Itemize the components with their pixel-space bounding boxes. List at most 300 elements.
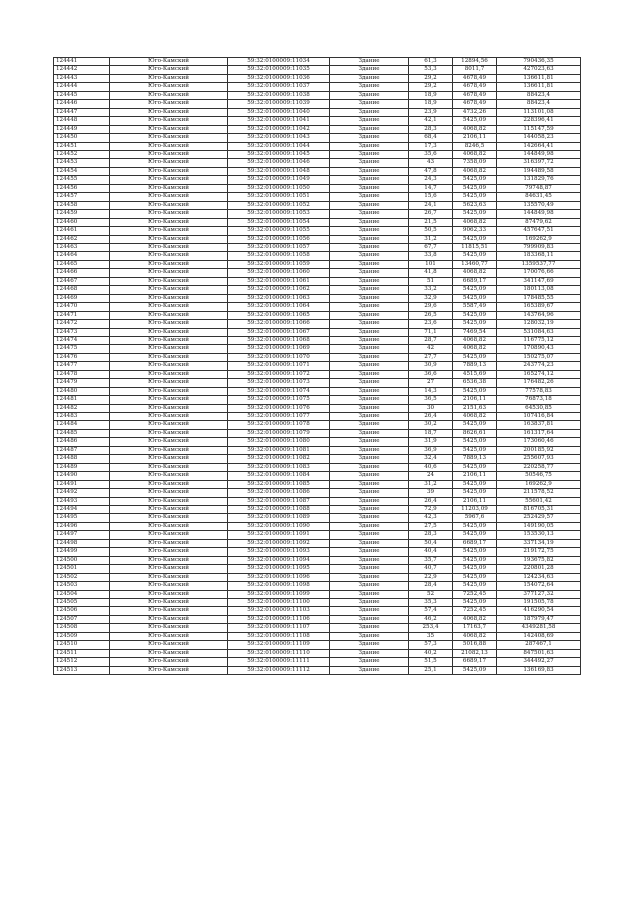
table-row <box>54 480 581 488</box>
cell-district: Юго-Камский <box>110 480 228 488</box>
cell-unit-value: 5425,09 <box>453 463 497 471</box>
cell-object-type: Здание <box>330 311 409 319</box>
cell-area: 51 <box>409 277 453 285</box>
cell-area: 18,7 <box>409 429 453 437</box>
cell-cadastral-number: 59:32:0100009:11099 <box>228 590 330 598</box>
cell-unit-value: 5425,09 <box>453 480 497 488</box>
cell-cadastral-number: 59:32:0100009:11086 <box>228 489 330 497</box>
cell-area: 41,8 <box>409 269 453 277</box>
table-row <box>54 218 581 226</box>
cell-district: Юго-Камский <box>110 396 228 404</box>
cell-area: 32,4 <box>409 455 453 463</box>
cell-row-number: 124476 <box>54 353 110 361</box>
cell-cadastral-number: 59:32:0100009:11046 <box>228 159 330 167</box>
cell-row-number: 124508 <box>54 624 110 632</box>
cell-cadastral-number: 59:32:0100009:11059 <box>228 260 330 268</box>
cell-area: 72,9 <box>409 506 453 514</box>
cell-area: 30,2 <box>409 421 453 429</box>
table-row <box>54 632 581 640</box>
table-row <box>54 252 581 260</box>
cell-object-type: Здание <box>330 548 409 556</box>
table-row <box>54 463 581 471</box>
cell-row-number: 124473 <box>54 328 110 336</box>
cell-row-number: 124468 <box>54 286 110 294</box>
cell-area: 35,3 <box>409 599 453 607</box>
cell-area: 27 <box>409 379 453 387</box>
cell-object-type: Здание <box>330 582 409 590</box>
cell-row-number: 124456 <box>54 184 110 192</box>
cell-cadastral-number: 59:32:0100009:11077 <box>228 413 330 421</box>
cell-district: Юго-Камский <box>110 142 228 150</box>
cell-district: Юго-Камский <box>110 565 228 573</box>
cell-district: Юго-Камский <box>110 658 228 666</box>
cell-district: Юго-Камский <box>110 117 228 125</box>
cell-cadastral-value: 144849,98 <box>497 150 581 158</box>
cell-cadastral-value: 55601,42 <box>497 497 581 505</box>
cell-cadastral-number: 59:32:0100009:11070 <box>228 353 330 361</box>
cell-cadastral-value: 799909,83 <box>497 243 581 251</box>
cell-cadastral-number: 59:32:0100009:11039 <box>228 100 330 108</box>
cell-unit-value: 8011,7 <box>453 66 497 74</box>
cell-cadastral-value: 847501,63 <box>497 649 581 657</box>
cell-district: Юго-Камский <box>110 379 228 387</box>
cell-cadastral-number: 59:32:0100009:11066 <box>228 320 330 328</box>
table-row <box>54 142 581 150</box>
cell-area: 68,4 <box>409 134 453 142</box>
table-row <box>54 277 581 285</box>
cell-cadastral-number: 59:32:0100009:11034 <box>228 58 330 66</box>
cell-unit-value: 5425,09 <box>453 438 497 446</box>
cell-cadastral-value: 88423,4 <box>497 91 581 99</box>
cell-unit-value: 5425,09 <box>453 193 497 201</box>
table-row <box>54 446 581 454</box>
cell-unit-value: 5425,09 <box>453 294 497 302</box>
cell-area: 23,6 <box>409 320 453 328</box>
cell-district: Юго-Камский <box>110 429 228 437</box>
cell-row-number: 124442 <box>54 66 110 74</box>
cell-cadastral-number: 59:32:0100009:11073 <box>228 379 330 387</box>
cell-object-type: Здание <box>330 666 409 674</box>
cell-object-type: Здание <box>330 624 409 632</box>
cell-row-number: 124494 <box>54 506 110 514</box>
cell-cadastral-value: 136611,81 <box>497 83 581 91</box>
cell-cadastral-value: 64530,85 <box>497 404 581 412</box>
cell-cadastral-number: 59:32:0100009:11074 <box>228 387 330 395</box>
cell-unit-value: 5425,09 <box>453 252 497 260</box>
table-row <box>54 201 581 209</box>
cell-area: 253,4 <box>409 624 453 632</box>
cell-object-type: Здание <box>330 286 409 294</box>
cell-unit-value: 5425,09 <box>453 176 497 184</box>
cell-cadastral-number: 59:32:0100009:11061 <box>228 277 330 285</box>
cell-object-type: Здание <box>330 320 409 328</box>
cell-district: Юго-Камский <box>110 666 228 674</box>
cell-object-type: Здание <box>330 100 409 108</box>
cell-cadastral-number: 59:32:0100009:11041 <box>228 117 330 125</box>
cell-object-type: Здание <box>330 632 409 640</box>
cell-row-number: 124457 <box>54 193 110 201</box>
cell-unit-value: 5425,09 <box>453 446 497 454</box>
cell-unit-value: 5623,63 <box>453 201 497 209</box>
cell-area: 28,3 <box>409 125 453 133</box>
cell-cadastral-value: 107416,84 <box>497 413 581 421</box>
cell-cadastral-number: 59:32:0100009:11109 <box>228 641 330 649</box>
cell-cadastral-value: 180113,08 <box>497 286 581 294</box>
cell-area: 40,7 <box>409 565 453 573</box>
cell-cadastral-value: 255607,93 <box>497 455 581 463</box>
cell-cadastral-value: 344492,27 <box>497 658 581 666</box>
cell-cadastral-value: 165389,67 <box>497 303 581 311</box>
cell-cadastral-value: 194489,58 <box>497 167 581 175</box>
cell-district: Юго-Камский <box>110 607 228 615</box>
cell-object-type: Здание <box>330 573 409 581</box>
cell-row-number: 124443 <box>54 74 110 82</box>
cell-cadastral-value: 170076,66 <box>497 269 581 277</box>
cell-district: Юго-Камский <box>110 641 228 649</box>
cell-cadastral-value: 128032,19 <box>497 320 581 328</box>
cell-cadastral-value: 161317,64 <box>497 429 581 437</box>
table-row <box>54 565 581 573</box>
table-row <box>54 159 581 167</box>
cell-object-type: Здание <box>330 387 409 395</box>
cell-unit-value: 17163,7 <box>453 624 497 632</box>
cell-area: 28,3 <box>409 531 453 539</box>
cell-row-number: 124486 <box>54 438 110 446</box>
cell-area: 52 <box>409 590 453 598</box>
cell-cadastral-number: 59:32:0100009:11044 <box>228 142 330 150</box>
cell-unit-value: 5425,09 <box>453 582 497 590</box>
table-row <box>54 615 581 623</box>
cell-row-number: 124513 <box>54 666 110 674</box>
cell-district: Юго-Камский <box>110 150 228 158</box>
cell-object-type: Здание <box>330 514 409 522</box>
cell-row-number: 124469 <box>54 294 110 302</box>
table-row <box>54 167 581 175</box>
cell-unit-value: 5425,09 <box>453 421 497 429</box>
cell-area: 67,7 <box>409 243 453 251</box>
cell-row-number: 124489 <box>54 463 110 471</box>
cell-cadastral-number: 59:32:0100009:11100 <box>228 599 330 607</box>
cell-unit-value: 5425,09 <box>453 599 497 607</box>
cell-district: Юго-Камский <box>110 413 228 421</box>
cell-row-number: 124493 <box>54 497 110 505</box>
cell-unit-value: 6689,17 <box>453 277 497 285</box>
cell-object-type: Здание <box>330 193 409 201</box>
cell-district: Юго-Камский <box>110 74 228 82</box>
cell-cadastral-value: 416290,54 <box>497 607 581 615</box>
table-row <box>54 58 581 66</box>
cell-row-number: 124505 <box>54 599 110 607</box>
cell-cadastral-number: 59:32:0100009:11088 <box>228 506 330 514</box>
cell-cadastral-value: 531084,63 <box>497 328 581 336</box>
table-row <box>54 66 581 74</box>
cell-object-type: Здание <box>330 649 409 657</box>
cell-unit-value: 7252,45 <box>453 590 497 598</box>
cell-object-type: Здание <box>330 74 409 82</box>
cell-cadastral-number: 59:32:0100009:11054 <box>228 218 330 226</box>
cell-cadastral-number: 59:32:0100009:11055 <box>228 227 330 235</box>
cell-district: Юго-Камский <box>110 303 228 311</box>
cell-area: 61,3 <box>409 58 453 66</box>
cell-object-type: Здание <box>330 531 409 539</box>
cell-unit-value: 4515,69 <box>453 370 497 378</box>
cell-row-number: 124449 <box>54 125 110 133</box>
table-row <box>54 582 581 590</box>
cell-unit-value: 4678,49 <box>453 74 497 82</box>
cell-district: Юго-Камский <box>110 125 228 133</box>
cell-object-type: Здание <box>330 480 409 488</box>
cell-object-type: Здание <box>330 539 409 547</box>
cell-cadastral-value: 341147,69 <box>497 277 581 285</box>
cell-row-number: 124485 <box>54 429 110 437</box>
cell-object-type: Здание <box>330 176 409 184</box>
cell-cadastral-value: 219172,75 <box>497 548 581 556</box>
cell-cadastral-value: 457647,51 <box>497 227 581 235</box>
cell-unit-value: 4678,49 <box>453 91 497 99</box>
table-row <box>54 336 581 344</box>
cell-cadastral-number: 59:32:0100009:11065 <box>228 311 330 319</box>
cell-object-type: Здание <box>330 522 409 530</box>
cell-cadastral-value: 131829,76 <box>497 176 581 184</box>
table-row <box>54 294 581 302</box>
table-row <box>54 658 581 666</box>
cell-object-type: Здание <box>330 362 409 370</box>
cell-object-type: Здание <box>330 421 409 429</box>
cell-district: Юго-Камский <box>110 472 228 480</box>
cell-cadastral-number: 59:32:0100009:11098 <box>228 582 330 590</box>
cell-district: Юго-Камский <box>110 345 228 353</box>
cell-area: 43 <box>409 159 453 167</box>
cell-district: Юго-Камский <box>110 227 228 235</box>
cell-object-type: Здание <box>330 599 409 607</box>
cell-unit-value: 5425,09 <box>453 235 497 243</box>
cell-object-type: Здание <box>330 353 409 361</box>
cell-cadastral-number: 59:32:0100009:11094 <box>228 556 330 564</box>
cell-cadastral-number: 59:32:0100009:11053 <box>228 210 330 218</box>
table-row <box>54 607 581 615</box>
cell-area: 26,4 <box>409 413 453 421</box>
cell-district: Юго-Камский <box>110 252 228 260</box>
table-row <box>54 413 581 421</box>
cell-object-type: Здание <box>330 58 409 66</box>
cell-cadastral-number: 59:32:0100009:11084 <box>228 472 330 480</box>
table-row <box>54 184 581 192</box>
cell-row-number: 124441 <box>54 58 110 66</box>
cell-row-number: 124481 <box>54 396 110 404</box>
cell-unit-value: 4068,82 <box>453 413 497 421</box>
cell-cadastral-number: 59:32:0100009:11043 <box>228 134 330 142</box>
cell-row-number: 124497 <box>54 531 110 539</box>
cell-cadastral-value: 77578,83 <box>497 387 581 395</box>
cell-district: Юго-Камский <box>110 353 228 361</box>
cell-object-type: Здание <box>330 184 409 192</box>
table-row <box>54 286 581 294</box>
cell-row-number: 124491 <box>54 480 110 488</box>
cell-object-type: Здание <box>330 463 409 471</box>
cell-district: Юго-Камский <box>110 277 228 285</box>
cell-cadastral-value: 176482,26 <box>497 379 581 387</box>
cell-area: 101 <box>409 260 453 268</box>
cell-object-type: Здание <box>330 134 409 142</box>
cell-area: 21,5 <box>409 218 453 226</box>
cell-cadastral-number: 59:32:0100009:11111 <box>228 658 330 666</box>
cell-district: Юго-Камский <box>110 218 228 226</box>
cell-area: 57,3 <box>409 641 453 649</box>
cell-object-type: Здание <box>330 117 409 125</box>
cell-cadastral-value: 220258,77 <box>497 463 581 471</box>
cell-area: 18,9 <box>409 100 453 108</box>
table-row <box>54 303 581 311</box>
cell-unit-value: 4068,82 <box>453 218 497 226</box>
cell-row-number: 124445 <box>54 91 110 99</box>
cell-cadastral-value: 165274,12 <box>497 370 581 378</box>
table-row <box>54 227 581 235</box>
cell-district: Юго-Камский <box>110 134 228 142</box>
cell-district: Юго-Камский <box>110 100 228 108</box>
cell-unit-value: 5425,09 <box>453 548 497 556</box>
cell-object-type: Здание <box>330 455 409 463</box>
cell-area: 24 <box>409 472 453 480</box>
table-row <box>54 522 581 530</box>
cell-object-type: Здание <box>330 641 409 649</box>
table-row <box>54 387 581 395</box>
cell-row-number: 124460 <box>54 218 110 226</box>
cell-district: Юго-Камский <box>110 624 228 632</box>
cell-unit-value: 8626,61 <box>453 429 497 437</box>
cell-unit-value: 5016,88 <box>453 641 497 649</box>
cell-object-type: Здание <box>330 294 409 302</box>
cell-area: 40,4 <box>409 548 453 556</box>
table-row <box>54 497 581 505</box>
cell-row-number: 124471 <box>54 311 110 319</box>
cell-cadastral-number: 59:32:0100009:11106 <box>228 615 330 623</box>
cell-cadastral-number: 59:32:0100009:11087 <box>228 497 330 505</box>
cell-cadastral-value: 144849,98 <box>497 210 581 218</box>
cell-unit-value: 5425,09 <box>453 387 497 395</box>
cell-area: 31,9 <box>409 438 453 446</box>
cell-district: Юго-Камский <box>110 91 228 99</box>
cell-object-type: Здание <box>330 159 409 167</box>
cell-object-type: Здание <box>330 269 409 277</box>
cell-row-number: 124509 <box>54 632 110 640</box>
cell-cadastral-number: 59:32:0100009:11089 <box>228 514 330 522</box>
table-row <box>54 514 581 522</box>
cell-object-type: Здание <box>330 218 409 226</box>
cell-cadastral-number: 59:32:0100009:11069 <box>228 345 330 353</box>
cell-cadastral-value: 115147,59 <box>497 125 581 133</box>
cell-district: Юго-Камский <box>110 421 228 429</box>
cell-row-number: 124512 <box>54 658 110 666</box>
cell-cadastral-number: 59:32:0100009:11095 <box>228 565 330 573</box>
cell-district: Юго-Камский <box>110 514 228 522</box>
cell-area: 30,9 <box>409 362 453 370</box>
cell-unit-value: 5425,09 <box>453 320 497 328</box>
table-row <box>54 320 581 328</box>
cell-unit-value: 5425,09 <box>453 531 497 539</box>
cell-area: 33,2 <box>409 286 453 294</box>
cell-row-number: 124455 <box>54 176 110 184</box>
cell-unit-value: 5425,09 <box>453 311 497 319</box>
cell-district: Юго-Камский <box>110 446 228 454</box>
cell-cadastral-value: 243774,23 <box>497 362 581 370</box>
cell-cadastral-value: 200185,92 <box>497 446 581 454</box>
cell-district: Юго-Камский <box>110 455 228 463</box>
cell-unit-value: 5425,09 <box>453 489 497 497</box>
cell-row-number: 124498 <box>54 539 110 547</box>
cell-cadastral-value: 427023,63 <box>497 66 581 74</box>
cell-area: 27,5 <box>409 522 453 530</box>
cell-district: Юго-Камский <box>110 522 228 530</box>
cell-district: Юго-Камский <box>110 463 228 471</box>
cell-area: 35,7 <box>409 556 453 564</box>
cell-area: 29,2 <box>409 83 453 91</box>
cell-area: 26,5 <box>409 311 453 319</box>
cell-area: 14,3 <box>409 387 453 395</box>
cell-row-number: 124467 <box>54 277 110 285</box>
cell-cadastral-number: 59:32:0100009:11071 <box>228 362 330 370</box>
cell-cadastral-value: 173060,46 <box>497 438 581 446</box>
cell-unit-value: 7889,13 <box>453 362 497 370</box>
cell-unit-value: 13460,77 <box>453 260 497 268</box>
cell-unit-value: 7358,09 <box>453 159 497 167</box>
cell-district: Юго-Камский <box>110 438 228 446</box>
cell-cadastral-value: 1359537,77 <box>497 260 581 268</box>
cell-object-type: Здание <box>330 565 409 573</box>
cell-row-number: 124483 <box>54 413 110 421</box>
cell-unit-value: 4068,82 <box>453 150 497 158</box>
cell-district: Юго-Камский <box>110 599 228 607</box>
cell-cadastral-number: 59:32:0100009:11110 <box>228 649 330 657</box>
cell-unit-value: 5587,49 <box>453 303 497 311</box>
cell-cadastral-number: 59:32:0100009:11057 <box>228 243 330 251</box>
cell-district: Юго-Камский <box>110 294 228 302</box>
cell-area: 29,6 <box>409 303 453 311</box>
cell-area: 36,6 <box>409 370 453 378</box>
cell-object-type: Здание <box>330 556 409 564</box>
table-row <box>54 176 581 184</box>
table-row <box>54 83 581 91</box>
cell-district: Юго-Камский <box>110 320 228 328</box>
cell-row-number: 124474 <box>54 336 110 344</box>
cell-cadastral-value: 144058,23 <box>497 134 581 142</box>
cell-row-number: 124463 <box>54 243 110 251</box>
cell-district: Юго-Камский <box>110 497 228 505</box>
cell-district: Юго-Камский <box>110 590 228 598</box>
cell-row-number: 124484 <box>54 421 110 429</box>
cell-area: 33,8 <box>409 252 453 260</box>
cell-cadastral-number: 59:32:0100009:11040 <box>228 108 330 116</box>
table-row <box>54 193 581 201</box>
cell-area: 29,2 <box>409 74 453 82</box>
cell-area: 39 <box>409 489 453 497</box>
cell-unit-value: 4068,82 <box>453 167 497 175</box>
cell-area: 23,9 <box>409 108 453 116</box>
table-body <box>54 58 581 675</box>
cell-district: Юго-Камский <box>110 649 228 657</box>
table-row <box>54 311 581 319</box>
cell-cadastral-number: 59:32:0100009:11036 <box>228 74 330 82</box>
cell-row-number: 124454 <box>54 167 110 175</box>
cell-district: Юго-Камский <box>110 201 228 209</box>
cell-object-type: Здание <box>330 150 409 158</box>
cell-district: Юго-Камский <box>110 539 228 547</box>
cell-unit-value: 6689,17 <box>453 539 497 547</box>
cell-cadastral-value: 154072,64 <box>497 582 581 590</box>
cell-district: Юго-Камский <box>110 506 228 514</box>
cell-area: 57,4 <box>409 607 453 615</box>
cell-object-type: Здание <box>330 506 409 514</box>
cell-cadastral-number: 59:32:0100009:11083 <box>228 463 330 471</box>
